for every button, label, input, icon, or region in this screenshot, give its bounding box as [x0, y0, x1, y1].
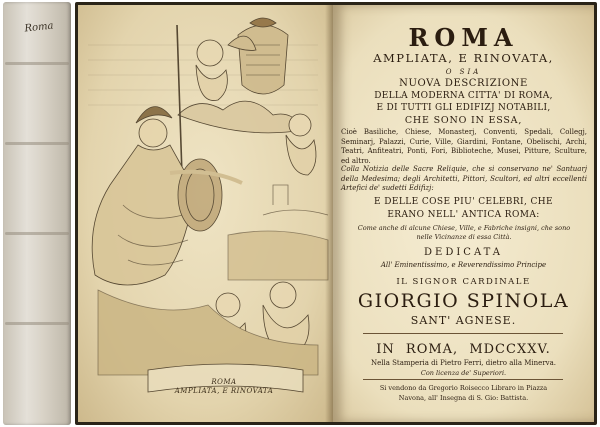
- line-edelle: E DELLE COSE PIU' CELEBRI, CHE: [374, 197, 553, 207]
- imprint-place: IN ROMA,: [376, 342, 459, 357]
- o-sia: O SIA: [445, 68, 482, 76]
- divider-rule: [363, 379, 563, 380]
- open-book: [75, 2, 597, 425]
- book-spine: [3, 2, 71, 425]
- navona: Navona, all' Insegna di S. Gio: Battista.: [398, 394, 529, 402]
- frontispiece-caption: [164, 378, 284, 396]
- dedicata: DEDICATA: [424, 247, 503, 258]
- imprint-line: [333, 342, 594, 357]
- vendono: Si vendono da Gregorio Roisecco Libraro in Piazza: [379, 384, 548, 392]
- line-della: DELLA MODERNA CITTA' DI ROMA,: [374, 91, 553, 101]
- dedicatee-name: GIORGIO SPINOLA: [357, 290, 570, 312]
- title: ROMA: [408, 23, 519, 52]
- subtitle: AMPLIATA, E RINOVATA,: [373, 51, 554, 65]
- title-page: [333, 5, 594, 422]
- come-text: Come anche di alcune Chiese, Ville, e Fabriche insigni, che sono nelle Vicinanze di essa Città.: [357, 224, 571, 241]
- line-edifizj: E DI TUTTI GLI EDIFIZJ NOTABILI,: [376, 103, 551, 113]
- licenza: Con licenza de' Superiori.: [420, 369, 507, 377]
- frontispiece-engraving: [78, 5, 333, 422]
- spine-band: [5, 142, 69, 145]
- sant-agnese: SANT' AGNESE.: [410, 314, 517, 327]
- frontispiece-caption-line: ROMA: [211, 378, 237, 386]
- spine-label: Roma: [24, 20, 54, 34]
- divider-rule: [363, 333, 563, 334]
- stamperia: Nella Stamperia di Pietro Ferri, dietro alla Minerva.: [370, 359, 557, 367]
- line-nuova: NUOVA DESCRIZIONE: [399, 78, 528, 89]
- spine-band: [5, 322, 69, 325]
- notizia-text: Colla Notizia delle Sacre Reliquie, che si conservano ne' Santuarj della Medesima; degli Architetti, Pittori, Scultori, ed altri eccellenti Artefici de' sudetti Edifizj:: [341, 165, 587, 192]
- line-erano: ERANO NELL' ANTICA ROMA:: [387, 210, 540, 220]
- imprint-year: MDCCXXV.: [469, 342, 551, 357]
- spine-band: [5, 62, 69, 65]
- dedication-line: All' Eminentissimo, e Reverendissimo Principe: [380, 261, 547, 269]
- contents-list: Cioè Basiliche, Chiese, Monasterj, Conventi, Spedali, Collegj, Seminarj, Palazzi, Curie, Ville, Giardini, Fontane, Obelischi, Archi, Teatri, Anfiteatri, Ponti, Fori, Biblioteche, Musei, Pitture, Sculture, ed altro.: [341, 128, 587, 165]
- spine-band: [5, 232, 69, 235]
- line-chesono: CHE SONO IN ESSA,: [404, 115, 523, 126]
- frontispiece-page: [78, 5, 333, 422]
- signor-cardinale: IL SIGNOR CARDINALE: [396, 277, 531, 287]
- frontispiece-caption-line: AMPLIATA, E RINOVATA: [174, 387, 274, 395]
